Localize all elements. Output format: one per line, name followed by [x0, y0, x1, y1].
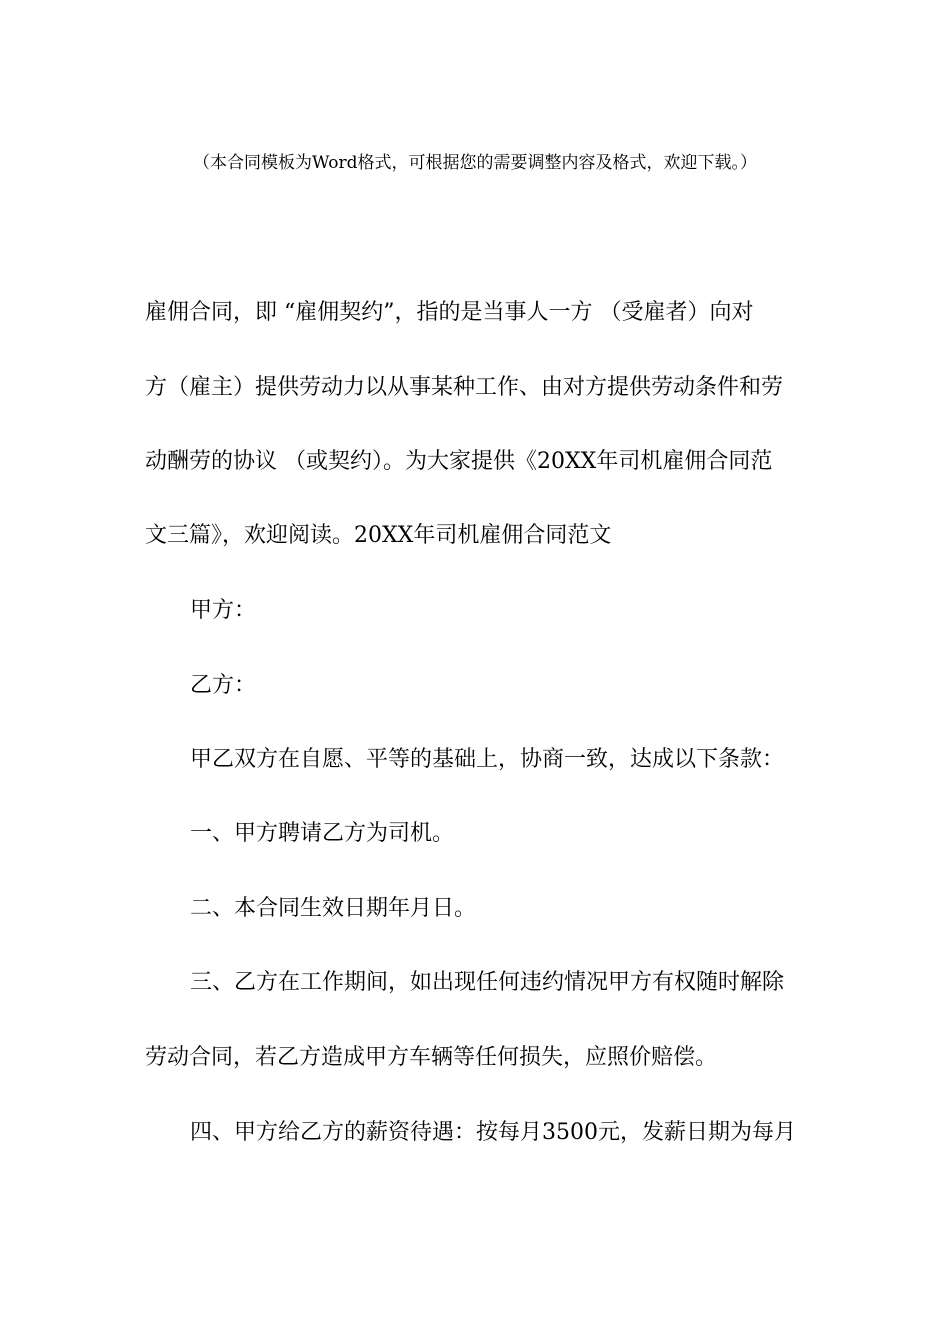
- party-a-label: 甲方：: [190, 598, 257, 623]
- template-notice: （本合同模板为Word格式，可根据您的需要调整内容及格式，欢迎下载。）: [192, 153, 758, 173]
- party-b-label: 乙方：: [190, 673, 257, 698]
- intro-line-1: 雇佣合同，即 “雇佣契约”，指的是当事人一方 （受雇者）向对: [145, 300, 754, 325]
- clause-4: 四、甲方给乙方的薪资待遇：按每月3500元，发薪日期为每月: [190, 1120, 796, 1145]
- intro-line-4: 文三篇》，欢迎阅读。20XX年司机雇佣合同范文: [145, 523, 612, 548]
- clause-1: 一、甲方聘请乙方为司机。: [190, 821, 455, 846]
- agreement-paragraph: 甲乙双方在自愿、平等的基础上，协商一致，达成以下条款：: [190, 747, 785, 772]
- clause-2: 二、本合同生效日期年月日。: [190, 896, 477, 921]
- clause-3-line-2: 劳动合同，若乙方造成甲方车辆等任何损失，应照价赔偿。: [145, 1045, 718, 1070]
- intro-line-2: 方（雇主）提供劳动力以从事某种工作、由对方提供劳动条件和劳: [145, 375, 784, 400]
- intro-line-3: 动酬劳的协议 （或契约）。为大家提供《20XX年司机雇佣合同范: [145, 449, 773, 474]
- clause-3-line-1: 三、乙方在工作期间，如出现任何违约情况甲方有权随时解除: [190, 970, 785, 995]
